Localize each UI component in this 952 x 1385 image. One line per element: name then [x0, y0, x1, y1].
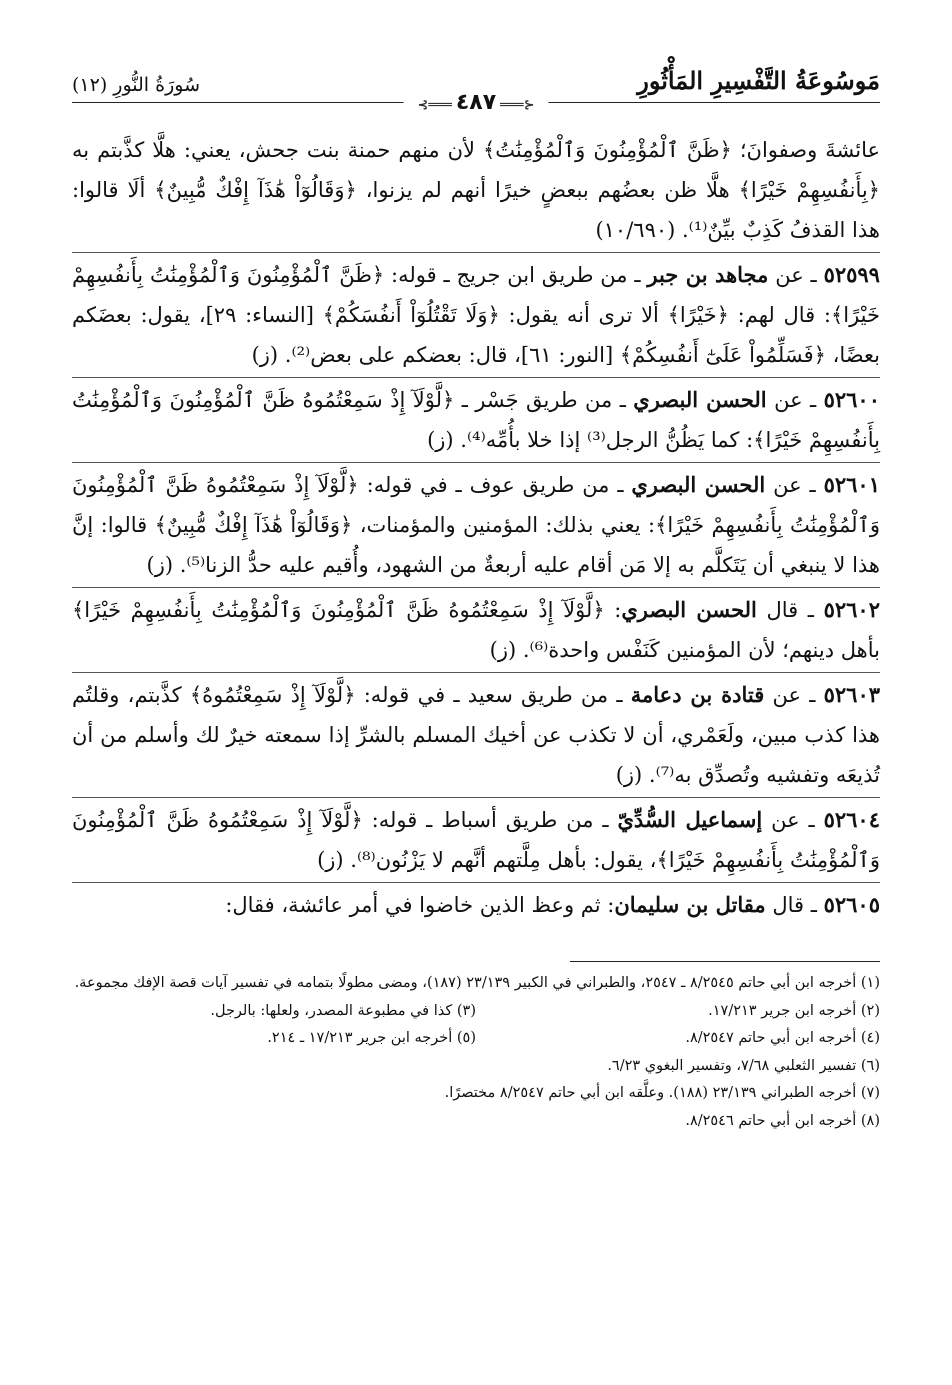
page-number-block: [403, 90, 548, 115]
entry-lead: ـ عن: [771, 808, 815, 832]
footnote-row: [72, 998, 880, 1026]
main-text: [72, 130, 880, 927]
entry-number: ٥٢٦٠٥: [823, 892, 880, 917]
entry-lead: ـ قال: [772, 893, 817, 917]
ornament-icon: ⊰═══: [500, 98, 535, 113]
narrator-name: الحسن البصري: [631, 472, 766, 497]
entry-52600: [72, 377, 880, 462]
footnote-8: (٨) أخرجه ابن أبي حاتم ٨/٢٥٤٦.: [685, 1112, 880, 1129]
entry-52604: [72, 797, 880, 882]
entry-52602: [72, 587, 880, 672]
entry-number: ٥٢٦٠٠: [823, 387, 880, 412]
footnotes: [72, 970, 880, 1135]
entry-number: ٥٢٦٠٤: [823, 807, 880, 832]
page-number: ٤٨٧: [455, 90, 497, 115]
entry-number: ٥٢٦٠٢: [823, 597, 880, 622]
ornament-icon: ═══⊱: [417, 98, 452, 113]
entry-text: ـ من طريق عوف ـ في قوله: ﴿لَّوْلَآ إِذْ سَمِعْتُمُوهُ ظَنَّ ٱلْمُؤْمِنُونَ وَٱلْمُؤْمِنَٰتُ بِأَنفُسِهِمْ خَيْرًا﴾: يعني بذلك: المؤمنين والمؤمنات، ﴿وَقَالُوٓاْ هَٰذَآ إِفْكٌ مُّبِينٌ﴾ قالوا: إنَّ هذا لا ينبغي أن يَتَكلَّم به إلا مَن أقام عليه أربعةٌ من الشهود، وأُقيم عليه حدُّ الزنا⁽⁵⁾. (ز): [72, 473, 880, 577]
narrator-name: قتادة بن دعامة: [630, 682, 765, 707]
narrator-name: مقاتل بن سليمان: [614, 892, 766, 917]
entry-52605: [72, 882, 880, 927]
footnote-3: (٣) كذا في مطبوعة المصدر، ولعلها: بالرجل.: [210, 1002, 476, 1019]
entry-lead: ـ عن: [772, 683, 816, 707]
footnote-7: (٧) أخرجه الطبراني ٢٣/١٣٩ (١٨٨). وعلَّقه ابن أبي حاتم ٨/٢٥٤٧ مختصرًا.: [444, 1085, 880, 1101]
footnote-4: (٤) أخرجه ابن أبي حاتم ٨/٢٥٤٧.: [685, 1030, 880, 1046]
entry-52599: [72, 252, 880, 377]
entry-text: : ثم وعظ الذين خاضوا في أمر عائشة، فقال:: [225, 893, 615, 917]
entry-number: ٥٢٦٠٣: [823, 682, 881, 707]
entry-text: ـ من طريق جَسْر ـ ﴿لَّوْلَآ إِذْ سَمِعْتُمُوهُ ظَنَّ ٱلْمُؤْمِنُونَ وَٱلْمُؤْمِنَٰتُ بِأَنفُسِهِمْ خَيْرًا﴾: كما يَظُنُّ الرجل⁽³⁾ إذا خلا بأُمِّه⁽⁴⁾. (ز): [72, 388, 880, 452]
footnote-row: [72, 1025, 880, 1053]
narrator-name: الحسن البصري: [621, 597, 757, 622]
footnote-6: (٦) تفسير الثعلبي ٧/٦٨، وتفسير البغوي ٦/٢٣.: [607, 1057, 880, 1074]
page: [72, 60, 880, 1365]
narrator-name: مجاهد بن جبر: [647, 262, 769, 287]
surah-title: سُورَةُ النُّورِ (١٢): [72, 74, 200, 96]
book-title: مَوسُوعَةُ التَّفْسِيرِ المَأْثُورِ: [637, 66, 880, 95]
entry-52601: [72, 462, 880, 587]
footnote-2: (٢) أخرجه ابن جرير ١٧/٢١٣.: [708, 1002, 880, 1019]
footnote-1: (١) أخرجه ابن أبي حاتم ٨/٢٥٤٥ ـ ٢٥٤٧، والطبراني في الكبير ٢٣/١٣٩ (١٨٧)، ومضى مطولًا بتمامه في تفسير آيات قصة الإفك مجموعة.: [74, 975, 880, 991]
entry-lead: ـ عن: [775, 263, 817, 287]
entry-lead: ـ عن: [773, 473, 816, 497]
entry-text: : ﴿لَّوْلَآ إِذْ سَمِعْتُمُوهُ ظَنَّ ٱلْمُؤْمِنُونَ وَٱلْمُؤْمِنَٰتُ بِأَنفُسِهِمْ خَيْرًا﴾ بأهل دينهم؛ لأن المؤمنين كَنَفْس واحدة⁽⁶⁾. (ز): [72, 598, 880, 662]
narrator-name: إسماعيل السُّدِّيّ: [617, 807, 763, 832]
entry-lead: ـ قال: [766, 598, 814, 622]
entry-lead: ـ عن: [774, 388, 817, 412]
entry-52603: [72, 672, 880, 797]
footnote-rule: [570, 961, 880, 962]
entry-text: ـ من طريق أسباط ـ قوله: ﴿لَّوْلَآ إِذْ سَمِعْتُمُوهُ ظَنَّ ٱلْمُؤْمِنُونَ وَٱلْمُؤْمِنَٰتُ بِأَنفُسِهِمْ خَيْرًا﴾، يقول: بأهل مِلَّتهم أنَّهم لا يَزْنُون⁽⁸⁾. (ز): [72, 808, 880, 872]
page-header: [72, 60, 880, 118]
entry-number: ٥٢٥٩٩: [823, 262, 880, 287]
entry-text: عائشةَ وصفوانَ؛ ﴿ظَنَّ ٱلْمُؤْمِنُونَ وَٱلْمُؤْمِنَٰتُ﴾ لأن منهم حمنة بنت جحش، يعني: هلَّا كذَّبتم به ﴿بِأَنفُسِهِمْ خَيْرًا﴾ هلَّا ظن بعضُهم ببعضٍ خيرًا أنهم لم يزنوا، ﴿وَقَالُوٓاْ هَٰذَآ إِفْكٌ مُّبِينٌ﴾ ألَا قالوا: هذا القذفُ كَذِبٌ بيِّنٌ⁽¹⁾. (١٠/٦٩٠): [72, 138, 880, 242]
entry-text: ـ من طريق ابن جريج ـ قوله: ﴿ظَنَّ ٱلْمُؤْمِنُونَ وَٱلْمُؤْمِنَٰتُ بِأَنفُسِهِمْ خَيْرًا﴾: قال لهم: ﴿خَيْرًا﴾ ألا ترى أنه يقول: ﴿وَلَا تَقْتُلُوٓاْ أَنفُسَكُمْ﴾ [النساء: ٢٩]، يقول: بعضَكم بعضًا، ﴿فَسَلِّمُواْ عَلَىٰٓ أَنفُسِكُمْ﴾ [النور: ٦١]، قال: بعضكم على بعض⁽²⁾. (ز): [72, 263, 880, 367]
narrator-name: الحسن البصري: [633, 387, 767, 412]
footnote-5: (٥) أخرجه ابن جرير ١٧/٢١٣ ـ ٢١٤.: [267, 1030, 476, 1046]
entry-number: ٥٢٦٠١: [823, 472, 880, 497]
entry-text: ـ من طريق سعيد ـ في قوله: ﴿لَّوْلَآ إِذْ سَمِعْتُمُوهُ﴾ كذَّبتم، وقلتُم هذا كذب مبين، ولَعَمْري، أن لا تكذب عن أخيك المسلم بالشرِّ إذا سمعته خيرٌ لك وأسلم من أن تُذيعَه وتفشيه وتُصدِّق به⁽⁷⁾. (ز): [72, 683, 880, 787]
entry-continuation: [72, 130, 880, 252]
